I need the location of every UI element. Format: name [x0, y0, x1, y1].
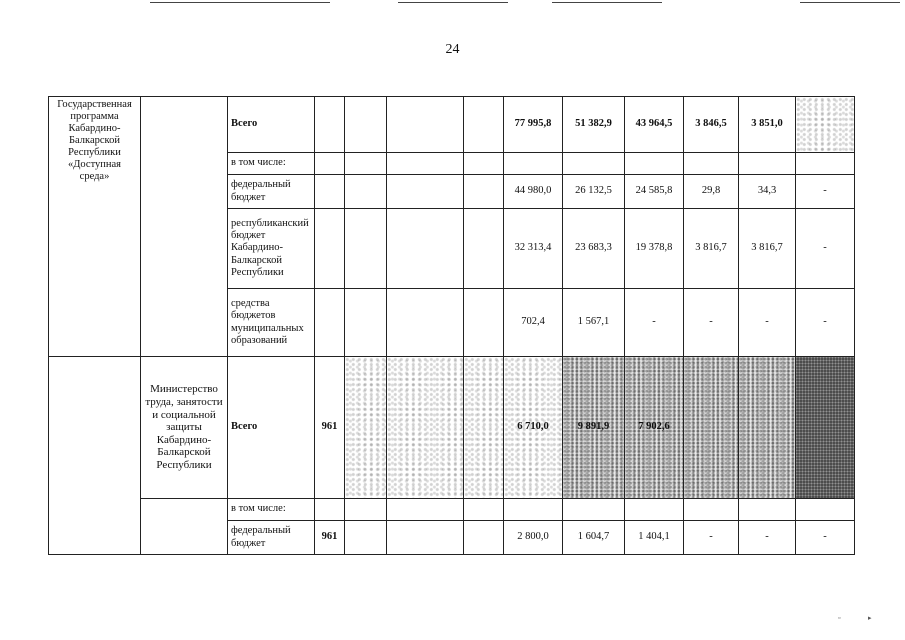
source-label: в том числе:: [228, 153, 315, 175]
empty-cell: [345, 97, 387, 153]
value-cell: 1 404,1: [625, 521, 684, 555]
value-cell: 1 604,7: [563, 521, 625, 555]
value-cell: -: [796, 521, 855, 555]
source-label: в том числе:: [228, 499, 315, 521]
empty-cell: [49, 357, 141, 555]
value-cell: 24 585,8: [625, 175, 684, 209]
value-cell: 32 313,4: [504, 209, 563, 289]
scan-artifact-line: [800, 2, 900, 3]
value-cell: 1 567,1: [563, 289, 625, 357]
value-cell: [796, 97, 855, 153]
value-cell: 29,8: [684, 175, 739, 209]
value-cell: 51 382,9: [563, 97, 625, 153]
value-cell: 44 980,0: [504, 175, 563, 209]
budget-table: [48, 96, 855, 555]
scan-artifact-line: [552, 2, 662, 3]
ministry-name: Министерство труда, занятости и социальной защиты Кабардино-Балкарской Республики: [141, 357, 228, 499]
value-cell: [796, 357, 855, 499]
source-label: федеральный бюджет: [228, 175, 315, 209]
value-cell: [684, 357, 739, 499]
code-cell: 961: [315, 357, 345, 499]
table-row: [49, 97, 855, 153]
value-cell: 34,3: [739, 175, 796, 209]
value-cell: 26 132,5: [563, 175, 625, 209]
value-cell: -: [796, 175, 855, 209]
value-cell: -: [796, 209, 855, 289]
empty-cell: [141, 97, 228, 357]
scan-artifact-mark: ▸: [868, 614, 872, 622]
code-cell: [315, 175, 345, 209]
code-cell: [315, 209, 345, 289]
value-cell: [739, 357, 796, 499]
value-cell: 6 710,0: [504, 357, 563, 499]
scan-artifact-line: [150, 2, 330, 3]
empty-cell: [345, 357, 387, 499]
scan-artifact-mark: ▫: [838, 614, 841, 622]
table-row: [49, 499, 855, 521]
value-cell: 19 378,8: [625, 209, 684, 289]
source-label: средства бюджетов муниципальных образований: [228, 289, 315, 357]
empty-cell: [387, 357, 464, 499]
empty-cell: [464, 357, 504, 499]
value-cell: -: [684, 521, 739, 555]
source-label: Всего: [228, 357, 315, 499]
value-cell: -: [684, 289, 739, 357]
value-cell: 3 816,7: [684, 209, 739, 289]
value-cell: 7 902,6: [625, 357, 684, 499]
value-cell: -: [625, 289, 684, 357]
value-cell: 43 964,5: [625, 97, 684, 153]
source-label: республиканский бюджет Кабардино-Балкарской Республики: [228, 209, 315, 289]
value-cell: -: [796, 289, 855, 357]
value-cell: 77 995,8: [504, 97, 563, 153]
value-cell: 702,4: [504, 289, 563, 357]
empty-cell: [141, 499, 228, 555]
code-cell: 961: [315, 521, 345, 555]
value-cell: 3 846,5: [684, 97, 739, 153]
code-cell: [315, 97, 345, 153]
value-cell: -: [739, 521, 796, 555]
value-cell: 23 683,3: [563, 209, 625, 289]
value-cell: 3 851,0: [739, 97, 796, 153]
value-cell: 3 816,7: [739, 209, 796, 289]
program-title: Государственная программа Кабардино-Балкарской Республики «Доступная среда»: [49, 97, 141, 357]
table-row: [49, 357, 855, 499]
value-cell: -: [739, 289, 796, 357]
empty-cell: [464, 97, 504, 153]
empty-cell: [387, 97, 464, 153]
value-cell: 2 800,0: [504, 521, 563, 555]
source-label: федеральный бюджет: [228, 521, 315, 555]
source-label: Всего: [228, 97, 315, 153]
page-number: 24: [445, 42, 460, 57]
code-cell: [315, 289, 345, 357]
value-cell: 9 891,9: [563, 357, 625, 499]
scan-artifact-line: [398, 2, 508, 3]
